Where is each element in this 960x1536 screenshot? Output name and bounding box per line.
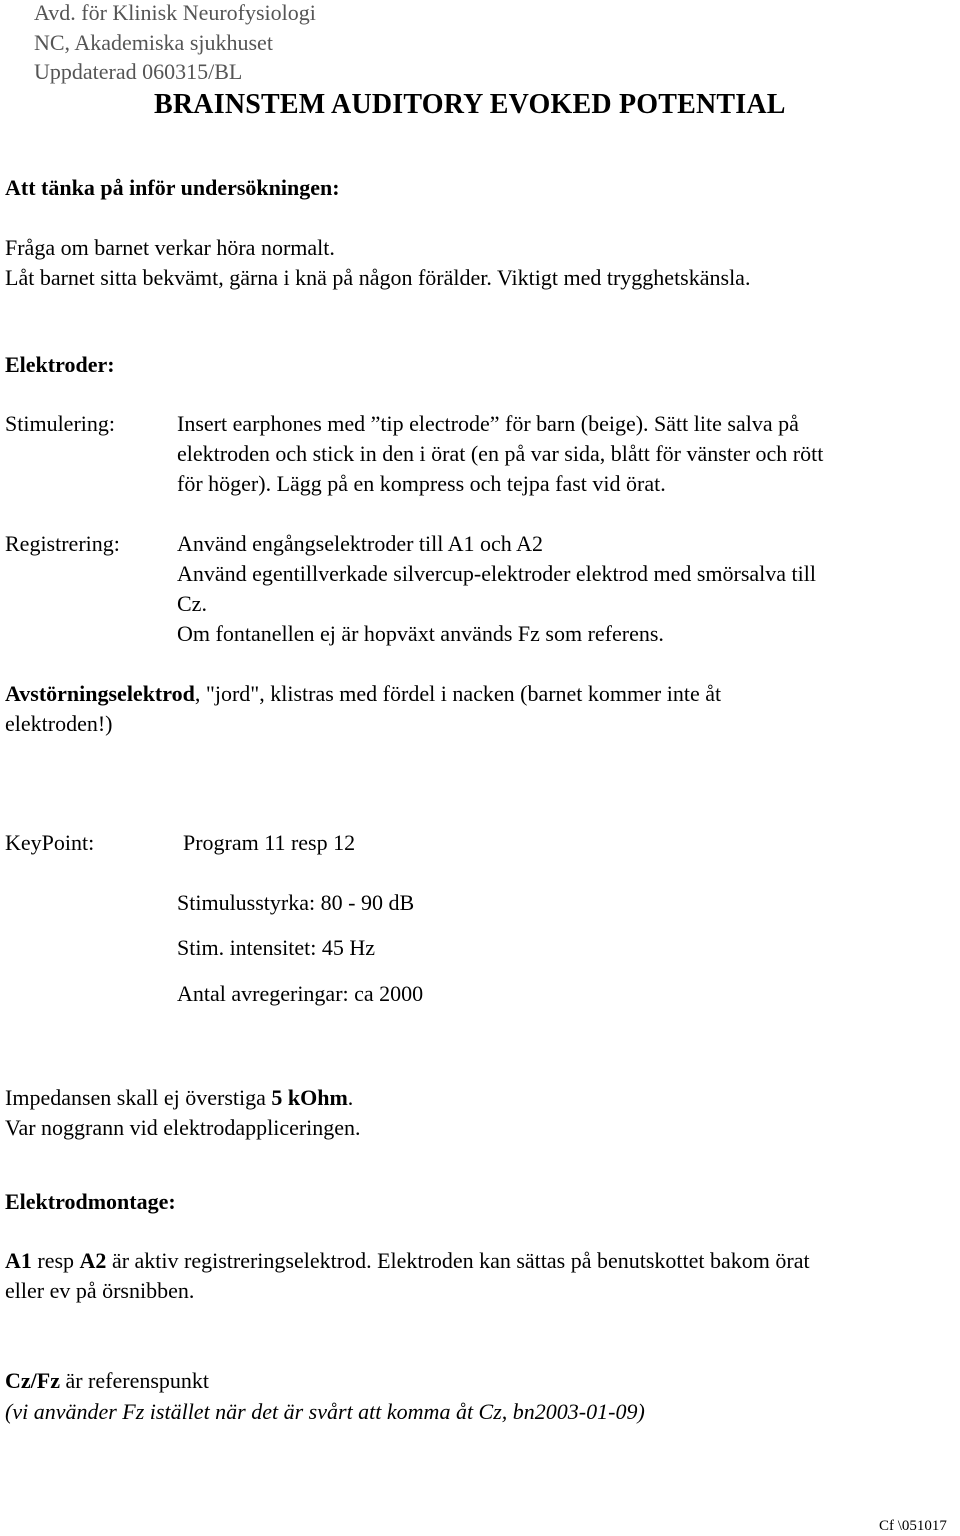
header-hospital: NC, Akademiska sjukhuset	[34, 30, 273, 55]
montage-line-2: eller ev på örsnibben.	[5, 1278, 195, 1303]
page-title: BRAINSTEM AUDITORY EVOKED POTENTIAL	[154, 89, 786, 120]
montage-line-1	[5, 1246, 810, 1276]
recording-line-3: Cz.	[177, 591, 207, 616]
impedance-line-1	[5, 1083, 353, 1113]
reference-note	[5, 1397, 645, 1427]
recording-line-2: Använd egentillverkade silvercup-elektroder elektrod med smörsalva till	[177, 561, 816, 586]
keypoint-program: Program 11 resp 12	[183, 830, 356, 855]
stimulation-line-2: elektroden och stick in den i örat (en på var sida, blått för vänster och rött	[177, 441, 824, 466]
stimulation-label: Stimulering:	[5, 411, 115, 436]
keypoint-setting-stimulus: Stimulusstyrka: 80 - 90 dB	[177, 890, 415, 915]
impedance-prefix: Impedansen skall ej överstiga	[5, 1085, 272, 1110]
montage-line-1-rest: är aktiv registreringselektrod. Elektroden kan sättas på benutskottet bakom örat	[106, 1248, 810, 1273]
header-updated: Uppdaterad 060315/BL	[34, 59, 243, 84]
preparation-line-2: Låt barnet sitta bekvämt, gärna i knä på någon förälder. Viktigt med trygghetskänsla.	[5, 265, 751, 290]
ground-electrode-description: , "jord", klistras med fördel i nacken (barnet kommer inte åt	[194, 681, 722, 706]
stimulation-line-3: för höger). Lägg på en kompress och tejpa fast vid örat.	[177, 471, 666, 496]
keypoint-setting-averages: Antal avregeringar: ca 2000	[177, 981, 424, 1006]
footer-code: Cf \051017	[879, 1518, 947, 1534]
montage-a1: A1	[5, 1248, 32, 1273]
montage-resp: resp	[31, 1248, 80, 1273]
recording-line-4: Om fontanellen ej är hopväxt används Fz som referens.	[177, 621, 664, 646]
reference-term: Cz/Fz	[5, 1368, 60, 1393]
reference-description: är referenspunkt	[59, 1368, 210, 1393]
recording-label: Registrering:	[5, 531, 120, 556]
recording-line-1: Använd engångselektroder till A1 och A2	[177, 531, 543, 556]
montage-heading: Elektrodmontage:	[5, 1189, 176, 1214]
reference-line	[5, 1366, 209, 1396]
impedance-suffix: .	[347, 1085, 354, 1110]
header-department: Avd. för Klinisk Neurofysiologi	[34, 0, 316, 25]
impedance-value: 5 kOhm	[271, 1085, 348, 1110]
stimulation-line-1: Insert earphones med ”tip electrode” för barn (beige). Sätt lite salva på	[177, 411, 799, 436]
impedance-line-2: Var noggrann vid elektrodappliceringen.	[5, 1115, 361, 1140]
montage-a2: A2	[79, 1248, 107, 1273]
electrodes-heading: Elektroder:	[5, 352, 115, 377]
preparation-heading: Att tänka på inför undersökningen:	[5, 175, 340, 200]
reference-note-text: (vi använder Fz istället när det är svårt att komma åt Cz, bn2003-01-09)	[5, 1399, 645, 1424]
ground-electrode-line-1	[5, 679, 721, 709]
keypoint-label: KeyPoint:	[5, 830, 95, 855]
ground-electrode-term: Avstörningselektrod	[5, 681, 195, 706]
preparation-line-1: Fråga om barnet verkar höra normalt.	[5, 235, 335, 260]
ground-electrode-line-2: elektroden!)	[5, 711, 113, 736]
keypoint-setting-rate: Stim. intensitet: 45 Hz	[177, 935, 375, 960]
